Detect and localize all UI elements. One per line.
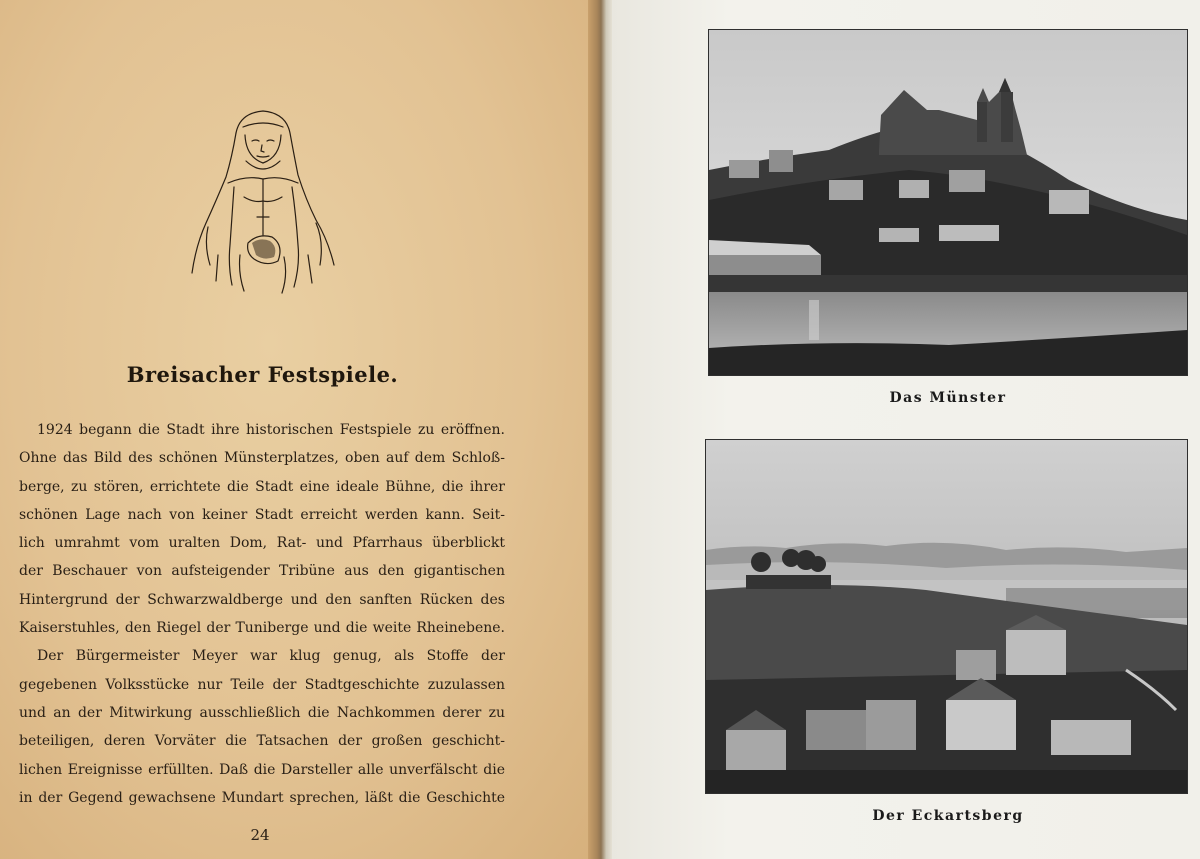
page-number: 24 [250,826,270,844]
text-line: Hintergrund der Schwarzwaldberge und den sanften Rücken des [19,591,505,608]
text-line: 1924 begann die Stadt ihre historischen Festspiele zu eröffnen. [37,422,505,438]
photo-muenster [708,29,1188,376]
body-paragraph [19,416,505,812]
photo-eckartsberg [705,439,1188,794]
nun-sketch-illustration [188,105,338,295]
text-line: und an der Mitwirkung ausschließlich die Nachkommen derer zu [19,704,505,721]
text-line: Ohne das Bild des schönen Münsterplatzes, oben auf dem Schloß- [19,450,505,467]
eckartsberg-photo-image [706,440,1187,793]
text-line: beteiligen, deren Vorväter die Tatsachen der großen geschicht- [19,733,505,750]
text-line: gegebenen Volksstücke nur Teile der Stadtgeschichte zuzulassen [19,676,505,693]
text-line: schönen Lage nach von keiner Stadt erreicht werden kann. Seit- [19,506,505,523]
text-line: lich umrahmt vom uralten Dom, Rat- und Pfarrhaus überblickt [19,535,505,552]
text-line: der Beschauer von aufsteigender Tribüne aus den gigantischen [19,563,505,580]
text-line: Kaiserstuhles, den Riegel der Tuniberge und die weite Rheinebene. [19,620,505,637]
photo-caption-eckartsberg: Der Eckartsberg [872,808,1024,824]
muenster-photo-image [709,30,1187,375]
text-line: berge, zu stören, errichtete die Stadt eine ideale Bühne, die ihrer [19,478,505,495]
photo-caption-muenster: Das Münster [889,390,1007,406]
text-line: lichen Ereignisse erfüllten. Daß die Darsteller alle unverfälscht die [19,761,505,778]
book-gutter [588,0,614,859]
chapter-heading: Breisacher Festspiele. [126,362,399,387]
text-line: in der Gegend gewachsene Mundart sprechen, läßt die Geschichte [19,789,505,806]
text-line: Der Bürgermeister Meyer war klug genug, als Stoffe der [37,648,505,665]
